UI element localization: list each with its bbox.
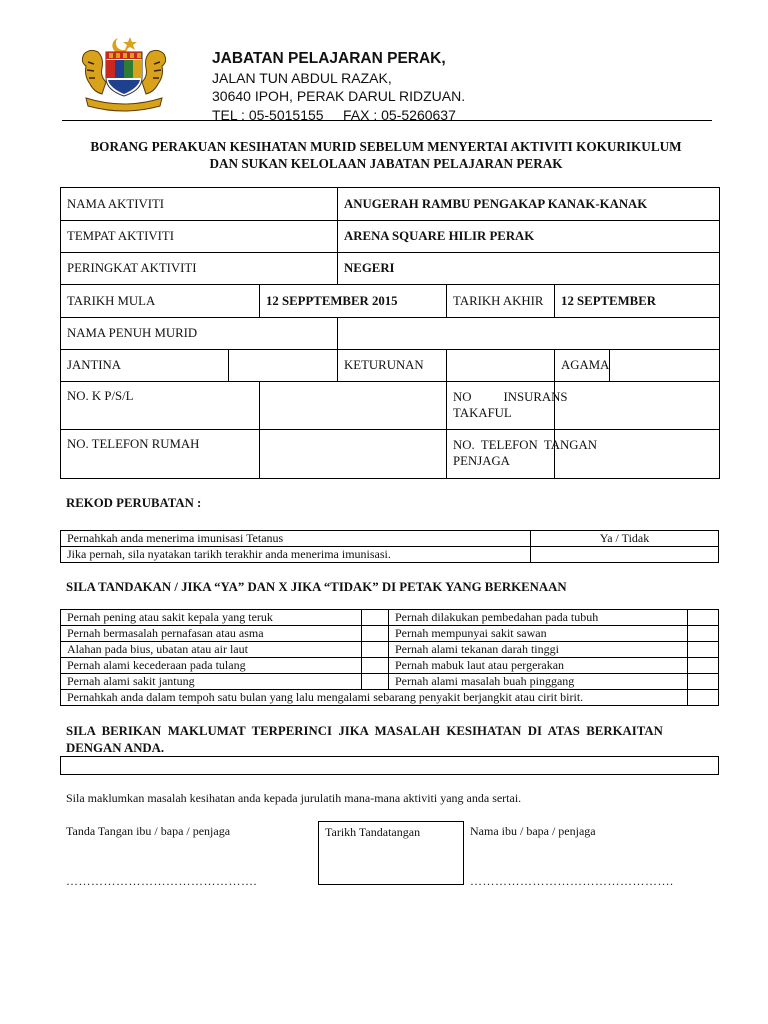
end-date-label: TARIKH AKHIR xyxy=(447,285,555,318)
table-row xyxy=(61,547,719,563)
religion-field[interactable] xyxy=(610,350,720,382)
home-phone-label: NO. TELEFON RUMAH xyxy=(61,430,260,479)
coat-of-arms-logo xyxy=(78,34,170,112)
table-row xyxy=(61,690,719,706)
table-row xyxy=(61,221,720,253)
checkbox[interactable] xyxy=(688,658,719,674)
table-row xyxy=(61,318,720,350)
venue-field[interactable]: ARENA SQUARE HILIR PERAK xyxy=(338,221,720,253)
guardian-phone-label xyxy=(447,430,597,479)
checkbox[interactable] xyxy=(362,610,389,626)
checkbox[interactable] xyxy=(362,626,389,642)
table-row xyxy=(61,674,719,690)
parent-signature-line[interactable]: ………………………………………. xyxy=(66,874,257,888)
insurance-label-line-2: TAKAFUL xyxy=(453,406,512,420)
checklist-item: Pernah dilakukan pembedahan pada tubuh xyxy=(389,610,688,626)
checklist-item: Pernah alami sakit jantung xyxy=(61,674,362,690)
checklist-item: Alahan pada bius, ubatan atau air laut xyxy=(61,642,362,658)
last-immunisation-question: Jika pernah, sila nyatakan tarikh terakhir anda menerima imunisasi. xyxy=(61,547,531,563)
insurance-label-line-1: NO INSURANS xyxy=(453,390,568,404)
checkbox[interactable] xyxy=(688,610,719,626)
insurance-field[interactable] xyxy=(555,382,720,430)
level-field[interactable]: NEGERI xyxy=(338,253,720,285)
gender-field[interactable] xyxy=(229,350,338,382)
checklist-item: Pernah pening atau sakit kepala yang teruk xyxy=(61,610,362,626)
checkbox[interactable] xyxy=(362,674,389,690)
table-row xyxy=(61,658,719,674)
table-row xyxy=(61,382,720,430)
checklist-item: Pernah alami kecederaan pada tulang xyxy=(61,658,362,674)
letterhead xyxy=(212,50,465,124)
notice-text: Sila maklumkan masalah kesihatan anda kepada jurulatih mana-mana aktiviti yang anda sertai. xyxy=(66,791,522,805)
guardian-phone-label-line-2: PENJAGA xyxy=(453,454,510,468)
form-title xyxy=(60,138,712,172)
form-title-line-1: BORANG PERAKUAN KESIHATAN MURID SEBELUM MENYERTAI AKTIVITI KOKURIKULUM xyxy=(90,139,682,154)
tetanus-question: Pernahkah anda menerima imunisasi Tetanus xyxy=(61,531,531,547)
table-row xyxy=(61,610,719,626)
tetanus-answer[interactable]: Ya / Tidak xyxy=(531,531,719,547)
ic-number-field[interactable] xyxy=(260,382,447,430)
table-row xyxy=(61,626,719,642)
medical-record-heading: REKOD PERUBATAN : xyxy=(66,496,202,510)
checkbox[interactable] xyxy=(688,674,719,690)
table-row xyxy=(61,253,720,285)
student-name-label: NAMA PENUH MURID xyxy=(61,318,338,350)
address-line-1: JALAN TUN ABDUL RAZAK, xyxy=(212,69,392,86)
table-row xyxy=(61,188,720,221)
level-label: PERINGKAT AKTIVITI xyxy=(61,253,338,285)
checkbox[interactable] xyxy=(688,642,719,658)
checkbox[interactable] xyxy=(362,642,389,658)
end-date-field[interactable]: 12 SEPTEMBER xyxy=(555,285,720,318)
checkbox[interactable] xyxy=(362,658,389,674)
race-label: KETURUNAN xyxy=(338,350,447,382)
contact-line: TEL : 05-5015155 FAX : 05-5260637 xyxy=(212,106,456,123)
health-details-field[interactable] xyxy=(60,756,719,775)
checklist-item: Pernah alami tekanan darah tinggi xyxy=(389,642,688,658)
table-row xyxy=(61,642,719,658)
signature-date-box[interactable] xyxy=(318,821,464,885)
header-divider xyxy=(62,120,712,121)
org-name: JABATAN PELAJARAN PERAK, xyxy=(212,50,446,67)
table-row xyxy=(61,350,720,382)
ic-number-label: NO. K P/S/L xyxy=(61,382,260,430)
start-date-field[interactable]: 12 SEPPTEMBER 2015 xyxy=(260,285,447,318)
last-immunisation-field[interactable] xyxy=(531,547,719,563)
parent-name-line[interactable]: …………………………………………. xyxy=(470,874,674,888)
checkbox[interactable] xyxy=(688,626,719,642)
details-heading-line-1: SILA BERIKAN MAKLUMAT TERPERINCI JIKA MASALAH KESIHATAN DI ATAS BERKAITAN xyxy=(66,724,663,738)
checklist-heading: SILA TANDAKAN / JIKA “YA” DAN X JIKA “TIDAK” DI PETAK YANG BERKENAAN xyxy=(66,580,567,594)
activity-name-field[interactable]: ANUGERAH RAMBU PENGAKAP KANAK-KANAK xyxy=(338,188,720,221)
insurance-label xyxy=(447,382,568,430)
religion-label: AGAMA xyxy=(555,350,610,382)
infectious-disease-question: Pernahkah anda dalam tempoh satu bulan yang lalu mengalami sebarang penyakit berjangkit atau cirit birit. xyxy=(61,690,688,706)
start-date-label: TARIKH MULA xyxy=(61,285,260,318)
table-row xyxy=(61,430,720,479)
activity-name-label: NAMA AKTIVITI xyxy=(61,188,338,221)
home-phone-field[interactable] xyxy=(260,430,447,479)
checklist-item: Pernah bermasalah pernafasan atau asma xyxy=(61,626,362,642)
form-title-line-2: DAN SUKAN KELOLAAN JABATAN PELAJARAN PERAK xyxy=(209,156,563,171)
gender-label: JANTINA xyxy=(61,350,229,382)
table-row xyxy=(61,531,719,547)
health-checklist-table xyxy=(60,609,719,706)
medical-record-table xyxy=(60,530,719,563)
parent-signature-label: Tanda Tangan ibu / bapa / penjaga xyxy=(66,824,231,838)
parent-name-label: Nama ibu / bapa / penjaga xyxy=(470,824,596,838)
student-name-field[interactable] xyxy=(338,318,720,350)
checklist-item: Pernah mempunyai sakit sawan xyxy=(389,626,688,642)
checklist-item: Pernah mabuk laut atau pergerakan xyxy=(389,658,688,674)
table-row xyxy=(61,285,720,318)
guardian-phone-label-line-1: NO. TELEFON TANGAN xyxy=(453,438,597,452)
activity-info-table xyxy=(60,187,720,479)
signature-date-label: Tarikh Tandatangan xyxy=(325,825,421,839)
checklist-item: Pernah alami masalah buah pinggang xyxy=(389,674,688,690)
address-line-2: 30640 IPOH, PERAK DARUL RIDZUAN. xyxy=(212,88,466,104)
venue-label: TEMPAT AKTIVITI xyxy=(61,221,338,253)
checkbox[interactable] xyxy=(688,690,719,706)
details-heading-line-2: DENGAN ANDA. xyxy=(66,741,165,755)
race-field[interactable] xyxy=(447,350,555,382)
guardian-phone-field[interactable] xyxy=(555,430,720,479)
details-heading xyxy=(66,723,716,757)
